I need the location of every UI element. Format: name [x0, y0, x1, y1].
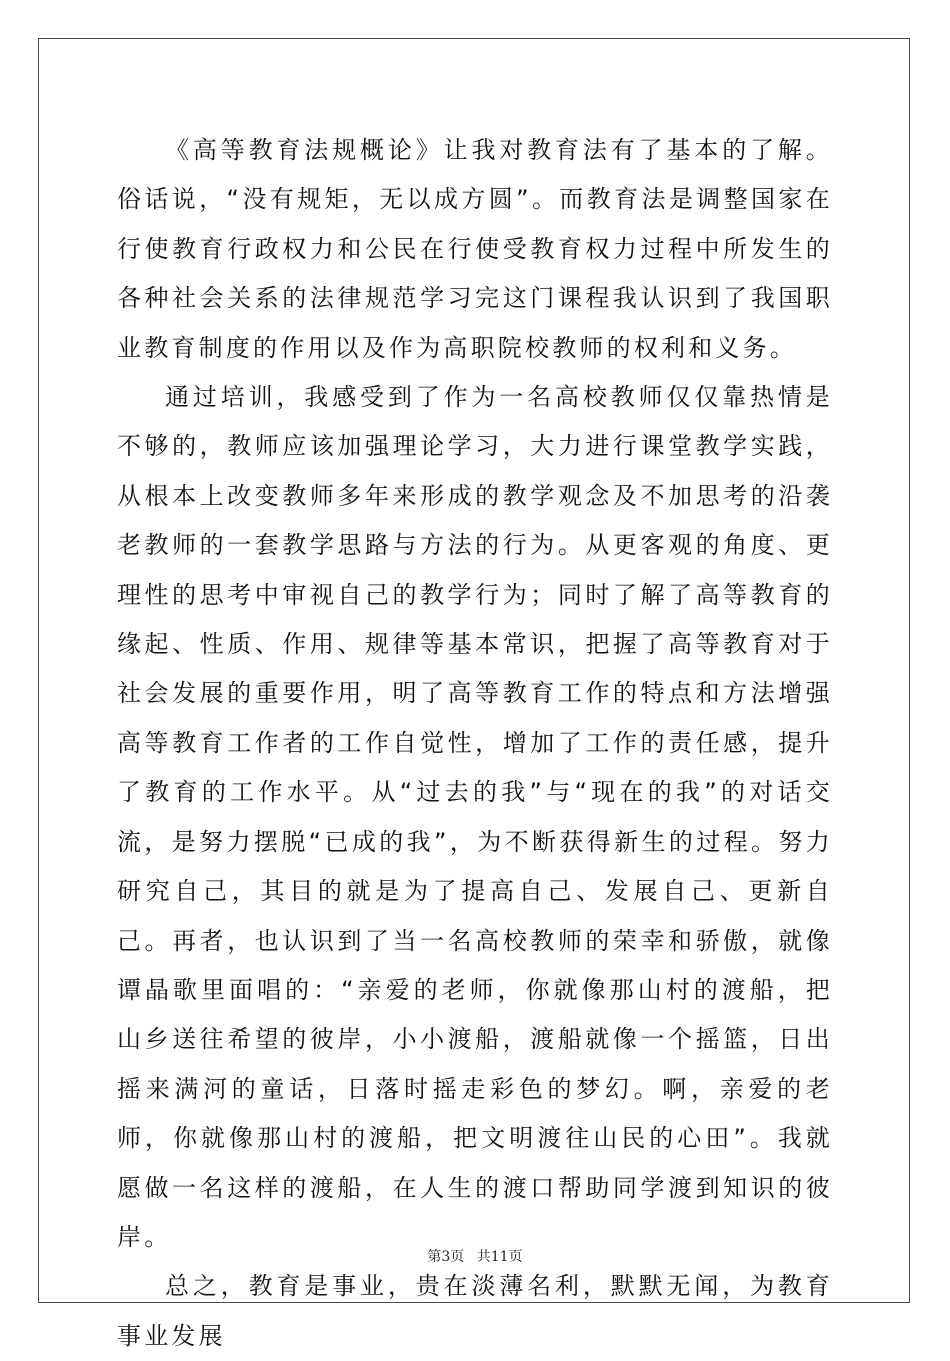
document-body [117, 126, 833, 1361]
paragraph-1: 《高等教育法规概论》让我对教育法有了基本的了解。俗话说，“没有规矩，无以成方圆”。而教育法是调整国家在行使教育行政权力和公民在行使受教育权力过程中所发生的各种社会关系的法律规范学习完这门课程我认识到了我国职业教育制度的作用以及作为高职院校教师的权利和义务。 [117, 136, 833, 362]
page-total: 共11页 [476, 1249, 523, 1265]
page-footer [0, 1246, 950, 1266]
paragraph-2: 通过培训，我感受到了作为一名高校教师仅仅靠热情是不够的，教师应该加强理论学习，大力进行课堂教学实践，从根本上改变教师多年来形成的教学观念及不加思考的沿袭老教师的一套教学思路与方法的行为。从更客观的角度、更理性的思考中审视自己的教学行为；同时了解了高等教育的缘起、性质、作用、规律等基本常识，把握了高等教育对于社会发展的重要作用，明了高等教育工作的特点和方法增强高等教育工作者的工作自觉性，增加了工作的责任感，提升了教育的工作水平。从“过去的我”与“现在的我”的对话交流，是努力摆脱“已成的我”，为不断获得新生的过程。努力研究自己，其目的就是为了提高自己、发展自己、更新自己。再者，也认识到了当一名高校教师的荣幸和骄傲，就像谭晶歌里面唱的：“亲爱的老师，你就像那山村的渡船，把山乡送往希望的彼岸，小小渡船，渡船就像一个摇篮，日出摇来满河的童话，日落时摇走彩色的梦幻。啊，亲爱的老师，你就像那山村的渡船，把文明渡往山民的心田”。我就愿做一名这样的渡船，在人生的渡口帮助同学渡到知识的彼岸。 [117, 383, 833, 1251]
paragraph-3: 总之，教育是事业，贵在淡薄名利，默默无闻，为教育事业发展 [117, 1272, 833, 1350]
page-number: 第3页 [427, 1249, 465, 1265]
